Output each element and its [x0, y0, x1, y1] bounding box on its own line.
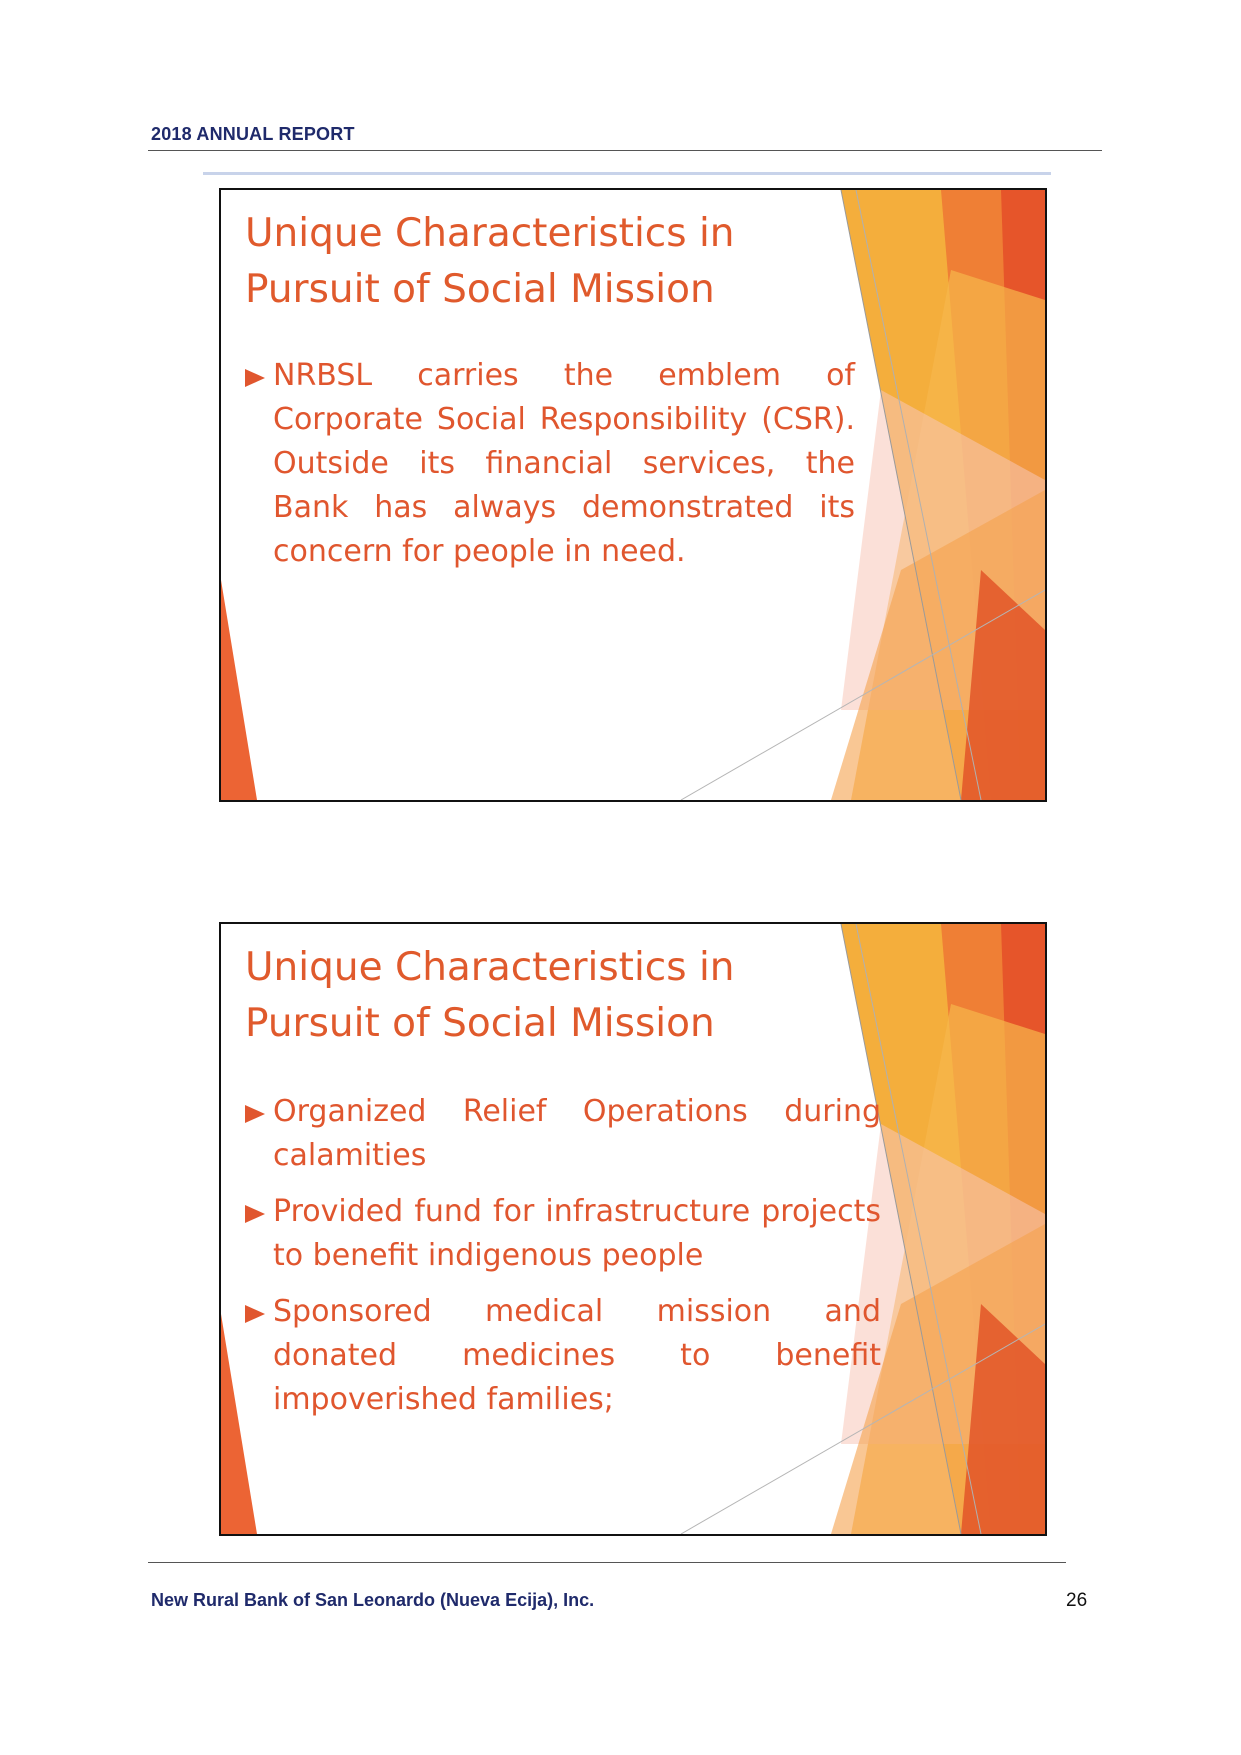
header-accent-rule [203, 172, 1051, 175]
triangle-bullet-icon [245, 369, 265, 387]
triangle-bullet-icon [245, 1305, 265, 1323]
triangle-bullet-icon [245, 1105, 265, 1123]
bullet-text: Sponsored medical mission and donated medicines to benefit impoverished families; [273, 1294, 881, 1417]
page-number: 26 [1066, 1590, 1088, 1611]
header-rule [148, 150, 1102, 151]
bullet-text: Provided fund for infrastructure projects to benefit indigenous people [273, 1194, 881, 1273]
bullet-item [245, 1290, 881, 1422]
triangle-bullet-icon [245, 1205, 265, 1223]
bullet-list [245, 354, 855, 574]
header-title: 2018 ANNUAL REPORT [151, 124, 355, 144]
bullet-item [245, 1090, 881, 1178]
slide-2 [219, 922, 1047, 1536]
bullet-list [245, 1090, 881, 1434]
bullet-text: NRBSL carries the emblem of Corporate Social Responsibility (CSR). Outside its financial services, the Bank has always demonstrated its concern for people in need. [273, 358, 855, 569]
bullet-item [245, 1190, 881, 1278]
slide-title: Unique Characteristics in Pursuit of Social Mission [245, 945, 735, 1046]
footer-rule [148, 1562, 1066, 1563]
slide-title: Unique Characteristics in Pursuit of Social Mission [245, 211, 735, 312]
bullet-text: Organized Relief Operations during calamities [273, 1094, 881, 1173]
slide-1 [219, 188, 1047, 802]
bullet-item [245, 354, 855, 574]
footer-organization: New Rural Bank of San Leonardo (Nueva Ecija), Inc. [151, 1590, 595, 1610]
